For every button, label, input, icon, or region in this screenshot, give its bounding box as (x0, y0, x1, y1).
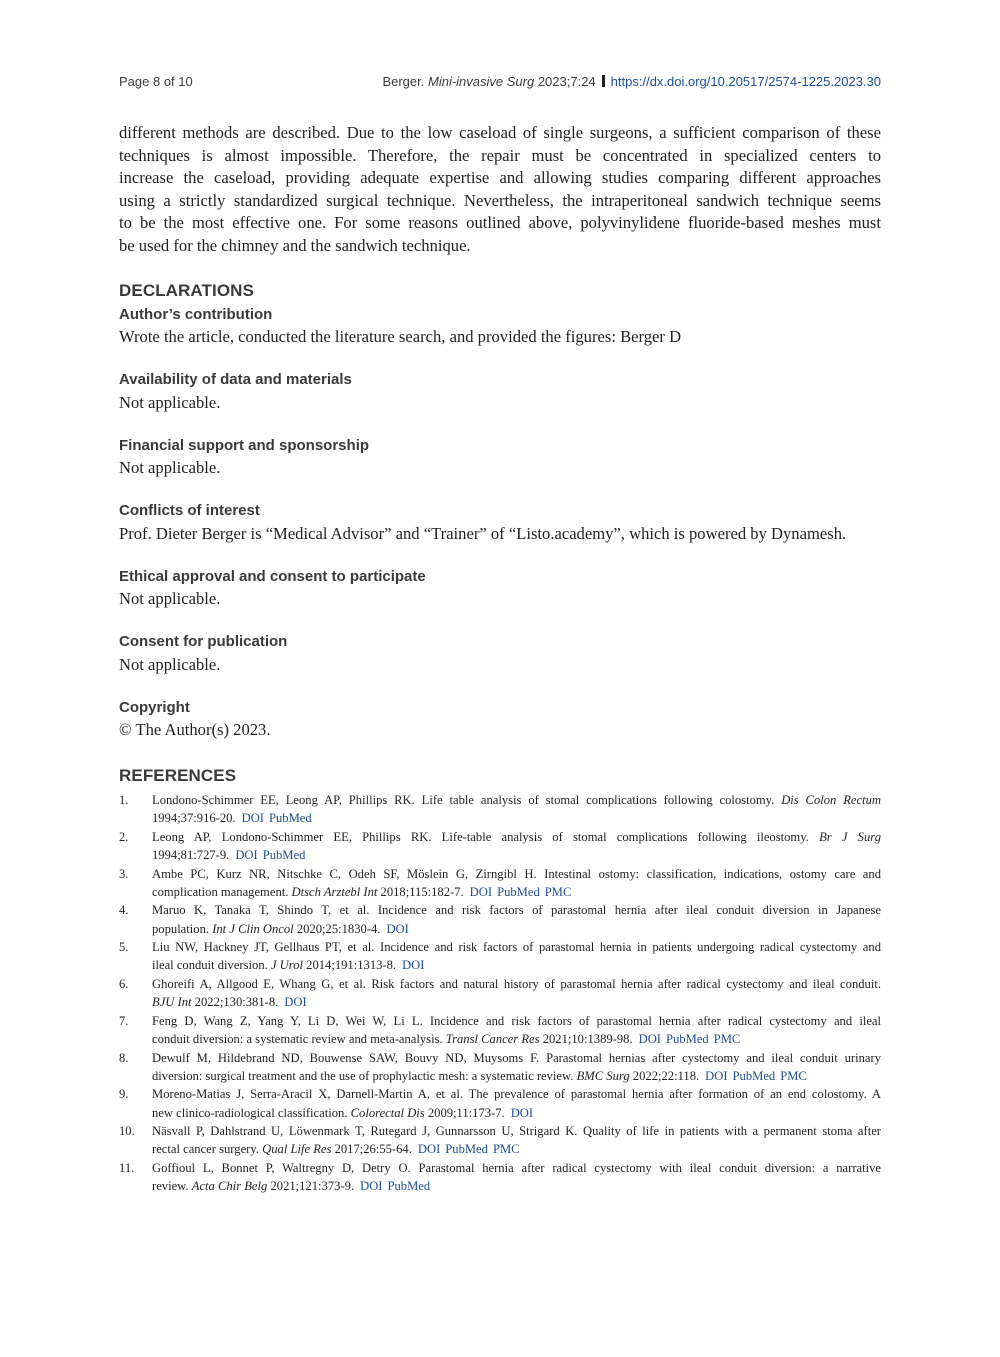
reference-journal: BMC Surg (576, 1068, 630, 1083)
reference-line (152, 1012, 881, 1030)
reference-item (119, 791, 881, 827)
reference-text: Liu NW, Hackney JT, Gellhaus PT, et al. Incidence and risk factors of parastomal hernia in patients undergoing radical cystectomy and (152, 940, 881, 955)
reference-text: Londono-Schimmer EE, Leong AP, Phillips RK. Life table analysis of stomal complications following colostomy. (152, 793, 775, 807)
reference-line (152, 1049, 881, 1067)
section-text: Prof. Dieter Berger is “Medical Advisor” and “Trainer” of “Listo.academy”, which is powered by Dynamesh. (119, 524, 847, 543)
page-number: Page 8 of 10 (119, 74, 193, 89)
section-title: Ethical approval and consent to participate (119, 568, 426, 585)
reference-text: Maruo K, Tanaka T, Shindo T, et al. Incidence and risk factors of parastomal hernia after ileal conduit diversion in Japanese (152, 903, 881, 918)
reference-number: 8. (119, 1050, 129, 1065)
reference-link-pubmed[interactable]: PubMed (497, 884, 540, 899)
reference-link-pubmed[interactable]: PubMed (666, 1031, 709, 1046)
reference-text: ileal conduit diversion. (152, 958, 268, 973)
reference-text: conduit diversion: a systematic review and meta-analysis. (152, 1031, 443, 1046)
reference-line (152, 1122, 881, 1140)
reference-link-pmc[interactable]: PMC (780, 1068, 807, 1083)
reference-line (152, 993, 881, 1011)
reference-journal: Br J Surg (819, 829, 881, 844)
reference-number: 5. (119, 940, 129, 955)
reference-list (119, 791, 881, 1196)
reference-number: 3. (119, 866, 129, 881)
intro-line: using a strictly standardized surgical technique. Nevertheless, the intraperitoneal sandwich technique seems (119, 190, 881, 210)
reference-line (152, 1177, 881, 1195)
reference-text: rectal cancer surgery. (152, 1142, 259, 1157)
reference-citation: 2022;130:381-8. (194, 995, 279, 1010)
reference-text: review. (152, 1179, 189, 1194)
section-text: Wrote the article, conducted the literature search, and provided the figures: Berger D (119, 327, 682, 346)
section-text: Not applicable. (119, 589, 221, 608)
reference-link-doi[interactable]: DOI (469, 884, 493, 899)
reference-line (152, 865, 881, 883)
reference-link-pubmed[interactable]: PubMed (387, 1179, 431, 1194)
section-title: Author’s contribution (119, 306, 273, 323)
section-title: Availability of data and materials (119, 371, 352, 388)
section-title: Financial support and sponsorship (119, 437, 370, 454)
reference-citation: 2022;22:118. (632, 1068, 700, 1083)
section-text: © The Author(s) 2023. (119, 720, 271, 739)
reference-line (152, 1067, 881, 1085)
reference-text: new clinico-radiological classification. (152, 1105, 348, 1120)
reference-citation: 2017;26:55-64. (334, 1142, 412, 1157)
reference-item (119, 938, 881, 974)
reference-link-doi[interactable]: DOI (510, 1105, 534, 1120)
reference-line (152, 1159, 881, 1177)
reference-line (152, 791, 881, 809)
reference-journal: Int J Clin Oncol (212, 921, 294, 936)
reference-link-doi[interactable]: DOI (417, 1142, 441, 1157)
reference-line (152, 1104, 881, 1122)
reference-journal: Transl Cancer Res (445, 1031, 540, 1046)
reference-journal: BJU Int (152, 995, 192, 1010)
reference-item (119, 1085, 881, 1121)
citation-journal: Mini-invasive Surg (428, 74, 535, 89)
section-text: Not applicable. (119, 458, 221, 477)
intro-line: be used for the chimney and the sandwich technique. (119, 235, 471, 255)
reference-number: 1. (119, 793, 129, 807)
intro-line: techniques is almost impossible. Therefore, the repair must be concentrated in specialized centers to (119, 145, 881, 165)
reference-journal: Qual Life Res (262, 1142, 332, 1157)
reference-number: 7. (119, 1013, 129, 1028)
reference-item (119, 1122, 881, 1158)
citation-volume: 2023;7:24 (537, 74, 596, 89)
doi-link[interactable]: https://dx.doi.org/10.20517/2574-1225.2023.30 (610, 74, 881, 89)
reference-item (119, 828, 881, 864)
intro-line: to be the most effective one. For some reasons outlined above, polyvinylidene fluoride-based meshes must (119, 213, 881, 233)
section-title: Consent for publication (119, 633, 288, 650)
reference-link-doi[interactable]: DOI (402, 958, 425, 973)
reference-line (152, 828, 881, 846)
reference-line (152, 846, 881, 864)
citation-line (382, 74, 881, 89)
reference-text: Ambe PC, Kurz NR, Nitschke C, Odeh SF, Möslein G, Zirngibl H. Intestinal ostomy: classification, indications, ostomy care and (152, 866, 881, 881)
reference-number: 4. (119, 903, 129, 918)
reference-journal: J Urol (270, 958, 303, 973)
reference-text: 1994;81:727-9. (152, 848, 230, 862)
reference-text: Moreno-Matias J, Serra-Aracil X, Darnell-Martin A, et al. The prevalence of parastomal hernia after formation of an end colostomy. A (152, 1087, 881, 1102)
reference-citation: 2021;10:1389-98. (542, 1031, 633, 1046)
page-header (119, 74, 881, 94)
reference-text: diversion: surgical treatment and the use of prophylactic mesh: a systematic review. (152, 1068, 574, 1083)
reference-journal: Colorectal Dis (350, 1105, 425, 1120)
reference-line (152, 809, 881, 827)
section-title: Copyright (119, 699, 190, 716)
reference-citation: 2020;25:1830-4. (296, 921, 381, 936)
reference-line (152, 956, 881, 974)
reference-text: Goffioul L, Bonnet P, Waltregny D, Detry O. Parastomal hernia after radical cystectomy with ileal conduit diversion: a narrative (152, 1160, 881, 1175)
reference-journal: Acta Chir Belg (191, 1179, 268, 1194)
intro-paragraph (119, 122, 881, 258)
reference-line (152, 1085, 881, 1103)
reference-item (119, 1049, 881, 1085)
reference-link-pubmed[interactable]: PubMed (262, 848, 306, 862)
reference-link-doi[interactable]: DOI (241, 811, 264, 826)
reference-link-pmc[interactable]: PMC (713, 1031, 741, 1046)
reference-text: Feng D, Wang Z, Yang Y, Li D, Wei W, Li L. Incidence and risk factors of parastomal hernia after radical cystectomy and ileal (152, 1013, 881, 1028)
reference-item (119, 865, 881, 901)
reference-line (152, 883, 881, 901)
reference-link-doi[interactable]: DOI (235, 848, 258, 862)
reference-item (119, 901, 881, 937)
declarations-heading: DECLARATIONS (119, 281, 254, 300)
reference-number: 2. (119, 829, 129, 844)
intro-line: different methods are described. Due to the low caseload of single surgeons, a sufficient comparison of these (119, 123, 881, 142)
citation-author: Berger. (382, 74, 425, 89)
reference-journal: Dtsch Arztebl Int (291, 884, 378, 899)
reference-number: 11. (119, 1160, 135, 1175)
reference-citation: 2018;115:182-7. (380, 884, 464, 899)
reference-text: complication management. (152, 884, 289, 899)
reference-citation: 2021;121:373-9. (270, 1179, 355, 1194)
reference-text: Dewulf M, Hildebrand ND, Bouwense SAW, Bouvy ND, Muysoms F. Parastomal hernias after cystectomy and ileal conduit urinary (152, 1050, 881, 1065)
reference-line (152, 920, 881, 938)
reference-link-doi[interactable]: DOI (284, 995, 307, 1010)
reference-link-doi[interactable]: DOI (705, 1068, 728, 1083)
reference-text: Ghoreifi A, Allgood E, Whang G, et al. Risk factors and natural history of parastomal hernia after radical cystectomy and ileal conduit. (152, 976, 881, 991)
reference-text: 1994;37:916-20. (152, 811, 236, 826)
reference-link-pubmed[interactable]: PubMed (269, 811, 312, 826)
section-title: Conflicts of interest (119, 502, 260, 519)
section-text: Not applicable. (119, 393, 221, 412)
section-text: Not applicable. (119, 655, 221, 674)
reference-item (119, 1012, 881, 1048)
reference-journal: Dis Colon Rectum (781, 793, 881, 807)
reference-citation: 2009;11:173-7. (427, 1105, 505, 1120)
reference-text: population. (152, 921, 210, 936)
reference-item (119, 1159, 881, 1195)
reference-line (152, 1030, 881, 1048)
reference-text: Näsvall P, Dahlstrand U, Löwenmark T, Rutegard J, Gunnarsson U, Strigard K. Quality of life in patients with a permanent stoma after (152, 1124, 881, 1139)
reference-link-doi[interactable]: DOI (638, 1031, 661, 1046)
reference-number: 6. (119, 976, 129, 991)
reference-number: 10. (119, 1124, 135, 1139)
reference-link-pmc[interactable]: PMC (544, 884, 572, 899)
reference-link-doi[interactable]: DOI (386, 921, 409, 936)
reference-link-pmc[interactable]: PMC (492, 1142, 520, 1157)
reference-text: Leong AP, Londono-Schimmer EE, Phillips RK. Life-table analysis of stomal complications following ileostomy. (152, 829, 809, 844)
reference-citation: 2014;191:1313-8. (306, 958, 397, 973)
references-heading: REFERENCES (119, 766, 237, 785)
reference-line (152, 901, 881, 919)
intro-line: increase the caseload, providing adequate expertise and allowing studies comparing different approaches (119, 168, 881, 188)
reference-line (152, 1140, 881, 1158)
reference-link-pubmed[interactable]: PubMed (445, 1142, 488, 1157)
reference-line (152, 975, 881, 993)
reference-link-doi[interactable]: DOI (360, 1179, 383, 1194)
reference-number: 9. (119, 1087, 129, 1102)
reference-link-pubmed[interactable]: PubMed (732, 1068, 776, 1083)
reference-line (152, 938, 881, 956)
reference-item (119, 975, 881, 1011)
header-separator (602, 75, 605, 87)
